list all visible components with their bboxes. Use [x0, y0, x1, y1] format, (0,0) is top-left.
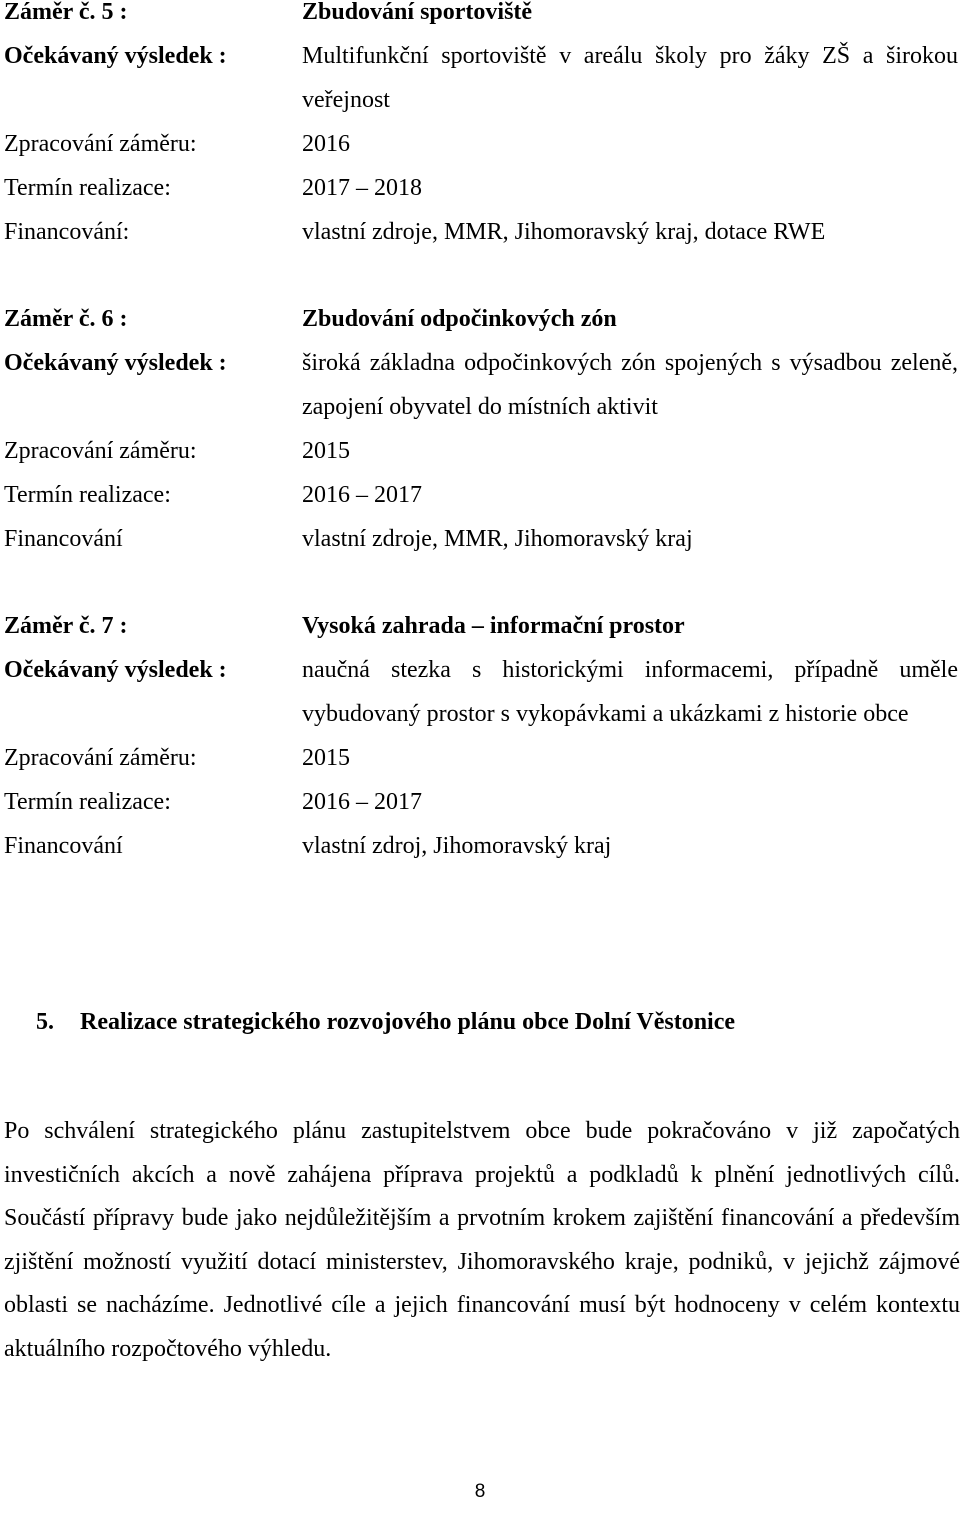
vysledek-label: Očekávaný výsledek :	[4, 43, 227, 69]
vysledek-label: Očekávaný výsledek :	[4, 350, 227, 376]
vysledek-value: široká základna odpočinkových zón spojených s výsadbou zeleně, zapojení obyvatel do místních aktivit	[302, 350, 958, 420]
termin-value: 2016 – 2017	[302, 789, 422, 815]
financovani-label: Financování	[4, 526, 123, 552]
termin-label: Termín realizace:	[4, 482, 171, 508]
section-number: 5.	[36, 1009, 54, 1035]
zamer-title: Zbudování odpočinkových zón	[302, 306, 617, 332]
document-page	[4, 0, 960, 911]
vysledek-value: naučná stezka s historickými informacemi, případně uměle vybudovaný prostor s vykopávkami a ukázkami z historie obce	[302, 657, 958, 727]
zpracovani-label: Zpracování záměru:	[4, 438, 197, 464]
section-heading	[36, 1000, 735, 1044]
zpracovani-value: 2015	[302, 438, 350, 464]
financovani-value: vlastní zdroj, Jihomoravský kraj	[302, 833, 612, 859]
termin-value: 2016 – 2017	[302, 482, 422, 508]
zamer-title: Vysoká zahrada – informační prostor	[302, 613, 685, 639]
zamer-header-label: Záměr č. 7 :	[4, 613, 128, 639]
body-paragraph: Po schválení strategického plánu zastupitelstvem obce bude pokračováno v již započatých investičních akcích a nově zahájena příprava projektů a podkladů k plnění jednotlivých cílů. Součástí přípravy bude jako nejdůležitějším a prvotním krokem zajištění financování a především zjištění možností využití dotací ministerstev, Jihomoravského kraje, podniků, v jejichž zájmové oblasti se nacházíme. Jednotlivé cíle a jejich financování musí být hodnoceny v celém kontextu aktuálního rozpočtového výhledu.	[4, 1118, 960, 1362]
financovani-value: vlastní zdroje, MMR, Jihomoravský kraj, dotace RWE	[302, 219, 826, 245]
financovani-label: Financování:	[4, 219, 130, 245]
zpracovani-value: 2015	[302, 745, 350, 771]
zamer-header-label: Záměr č. 5 :	[4, 0, 128, 25]
zamer-7	[4, 604, 960, 868]
zpracovani-label: Zpracování záměru:	[4, 745, 197, 771]
page-number: 8	[474, 1481, 486, 1502]
zamer-6	[4, 297, 960, 561]
zpracovani-label: Zpracování záměru:	[4, 131, 197, 157]
zamer-title: Zbudování sportoviště	[302, 0, 533, 25]
zpracovani-value: 2016	[302, 131, 350, 157]
financovani-value: vlastní zdroje, MMR, Jihomoravský kraj	[302, 526, 693, 552]
section-title: Realizace strategického rozvojového plánu obce Dolní Věstonice	[80, 1009, 736, 1035]
zamer-5	[4, 0, 960, 254]
zamer-header-label: Záměr č. 6 :	[4, 306, 128, 332]
termin-label: Termín realizace:	[4, 789, 171, 815]
financovani-label: Financování	[4, 833, 123, 859]
vysledek-label: Očekávaný výsledek :	[4, 657, 227, 683]
termin-value: 2017 – 2018	[302, 175, 422, 201]
vysledek-value: Multifunkční sportoviště v areálu školy pro žáky ZŠ a širokou veřejnost	[302, 43, 958, 113]
termin-label: Termín realizace:	[4, 175, 171, 201]
